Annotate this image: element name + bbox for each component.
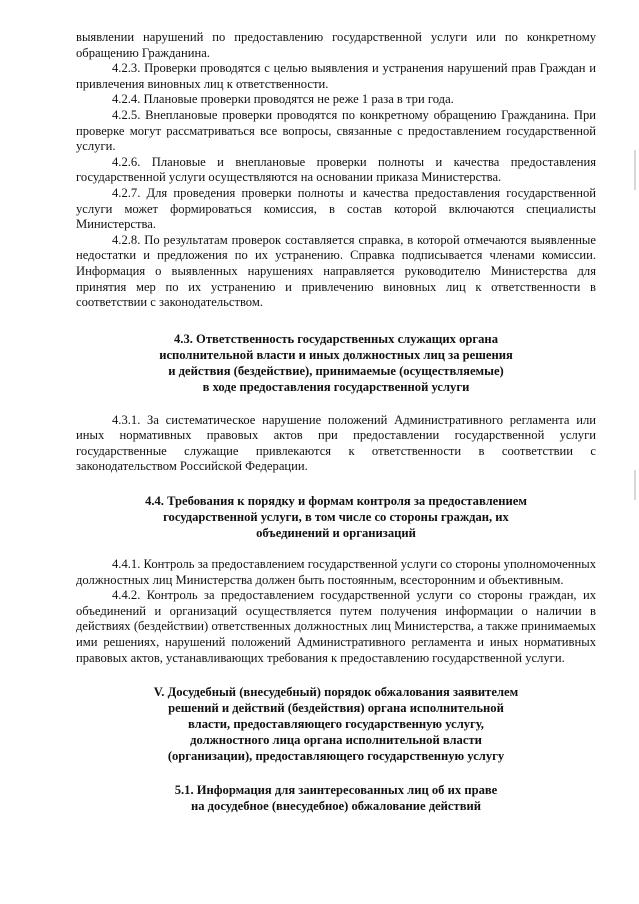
scan-edge-mark (634, 150, 636, 190)
heading-line: на досудебное (внесудебное) обжалование действий (190, 799, 482, 814)
paragraph-4-2-3: 4.2.3. Проверки проводятся с целью выявления и устранения нарушений прав Граждан и привлечения виновных лиц к ответственности. (76, 61, 596, 91)
heading-line: объединений и организаций (256, 526, 416, 541)
paragraph-4-2-8: 4.2.8. По результатам проверок составляется справка, в которой отмечаются выявленные недостатки и предложения по их устранению. Справка подписывается членами комиссии. Информация о выявленных нарушениях направляется руководителю Министерства для принятия мер по их устранению и привлечению виновных лиц к ответственности в соответствии с законодательством. (76, 232, 596, 310)
paragraph-4-2-4: 4.2.4. Плановые проверки проводятся не реже 1 раза в три года. (112, 92, 454, 107)
heading-line: власти, предоставляющего государственную услугу, (188, 717, 484, 732)
section-heading-5-1 (76, 782, 596, 814)
heading-line: исполнительной власти и иных должностных лиц за решения (159, 347, 513, 362)
paragraph-4-2-7: 4.2.7. Для проведения проверки полноты и качества предоставления государственной услуги может формироваться комиссия, в состав которой включаются специалисты Министерства. (76, 185, 596, 232)
paragraph-4-2-6: 4.2.6. Плановые и внеплановые проверки полноты и качества предоставления государственной услуги осуществляются на основании приказа Министерства. (76, 154, 596, 185)
paragraph-4-4-2: 4.4.2. Контроль за предоставлением государственной услуги со стороны граждан, их объединений и организаций осуществляется путем получения информации о наличии в действиях (бездействии) ответственных должностных лиц Министерства, а также принимаемых ими решениях, нарушений положений Административного регламента и иных нормативных правовых актов, устанавливающих требования к предоставлению государственной услуги. (76, 588, 596, 665)
heading-line: решений и действий (бездействия) органа исполнительной (168, 701, 504, 716)
heading-line: государственной услуги, в том числе со стороны граждан, их (163, 510, 509, 525)
heading-line: 4.3. Ответственность государственных служащих органа (174, 331, 498, 346)
paragraph-continuation: выявлении нарушений по предоставлению государственной услуги или по конкретному обращению Гражданина. (76, 30, 596, 60)
paragraph-4-2-5: 4.2.5. Внеплановые проверки проводятся по конкретному обращению Гражданина. При проверке могут рассматриваться все вопросы, связанные с предоставлением государственной услуги. (76, 107, 596, 154)
heading-line: V. Досудебный (внесудебный) порядок обжалования заявителем (153, 685, 519, 700)
heading-line: в ходе предоставления государственной услуги (202, 379, 470, 394)
heading-line: 4.4. Требования к порядку и формам контроля за предоставлением (145, 494, 527, 509)
document-page (76, 30, 596, 814)
heading-line: и действия (бездействие), принимаемые (осуществляемые) (168, 363, 504, 378)
heading-line: 5.1. Информация для заинтересованных лиц об их праве (174, 783, 498, 798)
scan-edge-mark (634, 470, 636, 500)
paragraph-4-3-1: 4.3.1. За систематическое нарушение положений Административного регламента или иных нормативных правовых актов при предоставлении государственной услуги государственные служащие привлекаются к ответственности в соответствии с законодательством Российской Федерации. (76, 412, 596, 474)
section-heading-4-3 (76, 331, 596, 395)
section-heading-4-4 (76, 493, 596, 541)
section-heading-V (76, 684, 596, 764)
heading-line: (организации), предоставляющего государственную услугу (167, 749, 505, 764)
heading-line: должностного лица органа исполнительной власти (190, 733, 482, 748)
paragraph-4-4-1: 4.4.1. Контроль за предоставлением государственной услуги со стороны уполномоченных должностных лиц Министерства должен быть постоянным, всесторонним и объективным. (76, 557, 596, 587)
